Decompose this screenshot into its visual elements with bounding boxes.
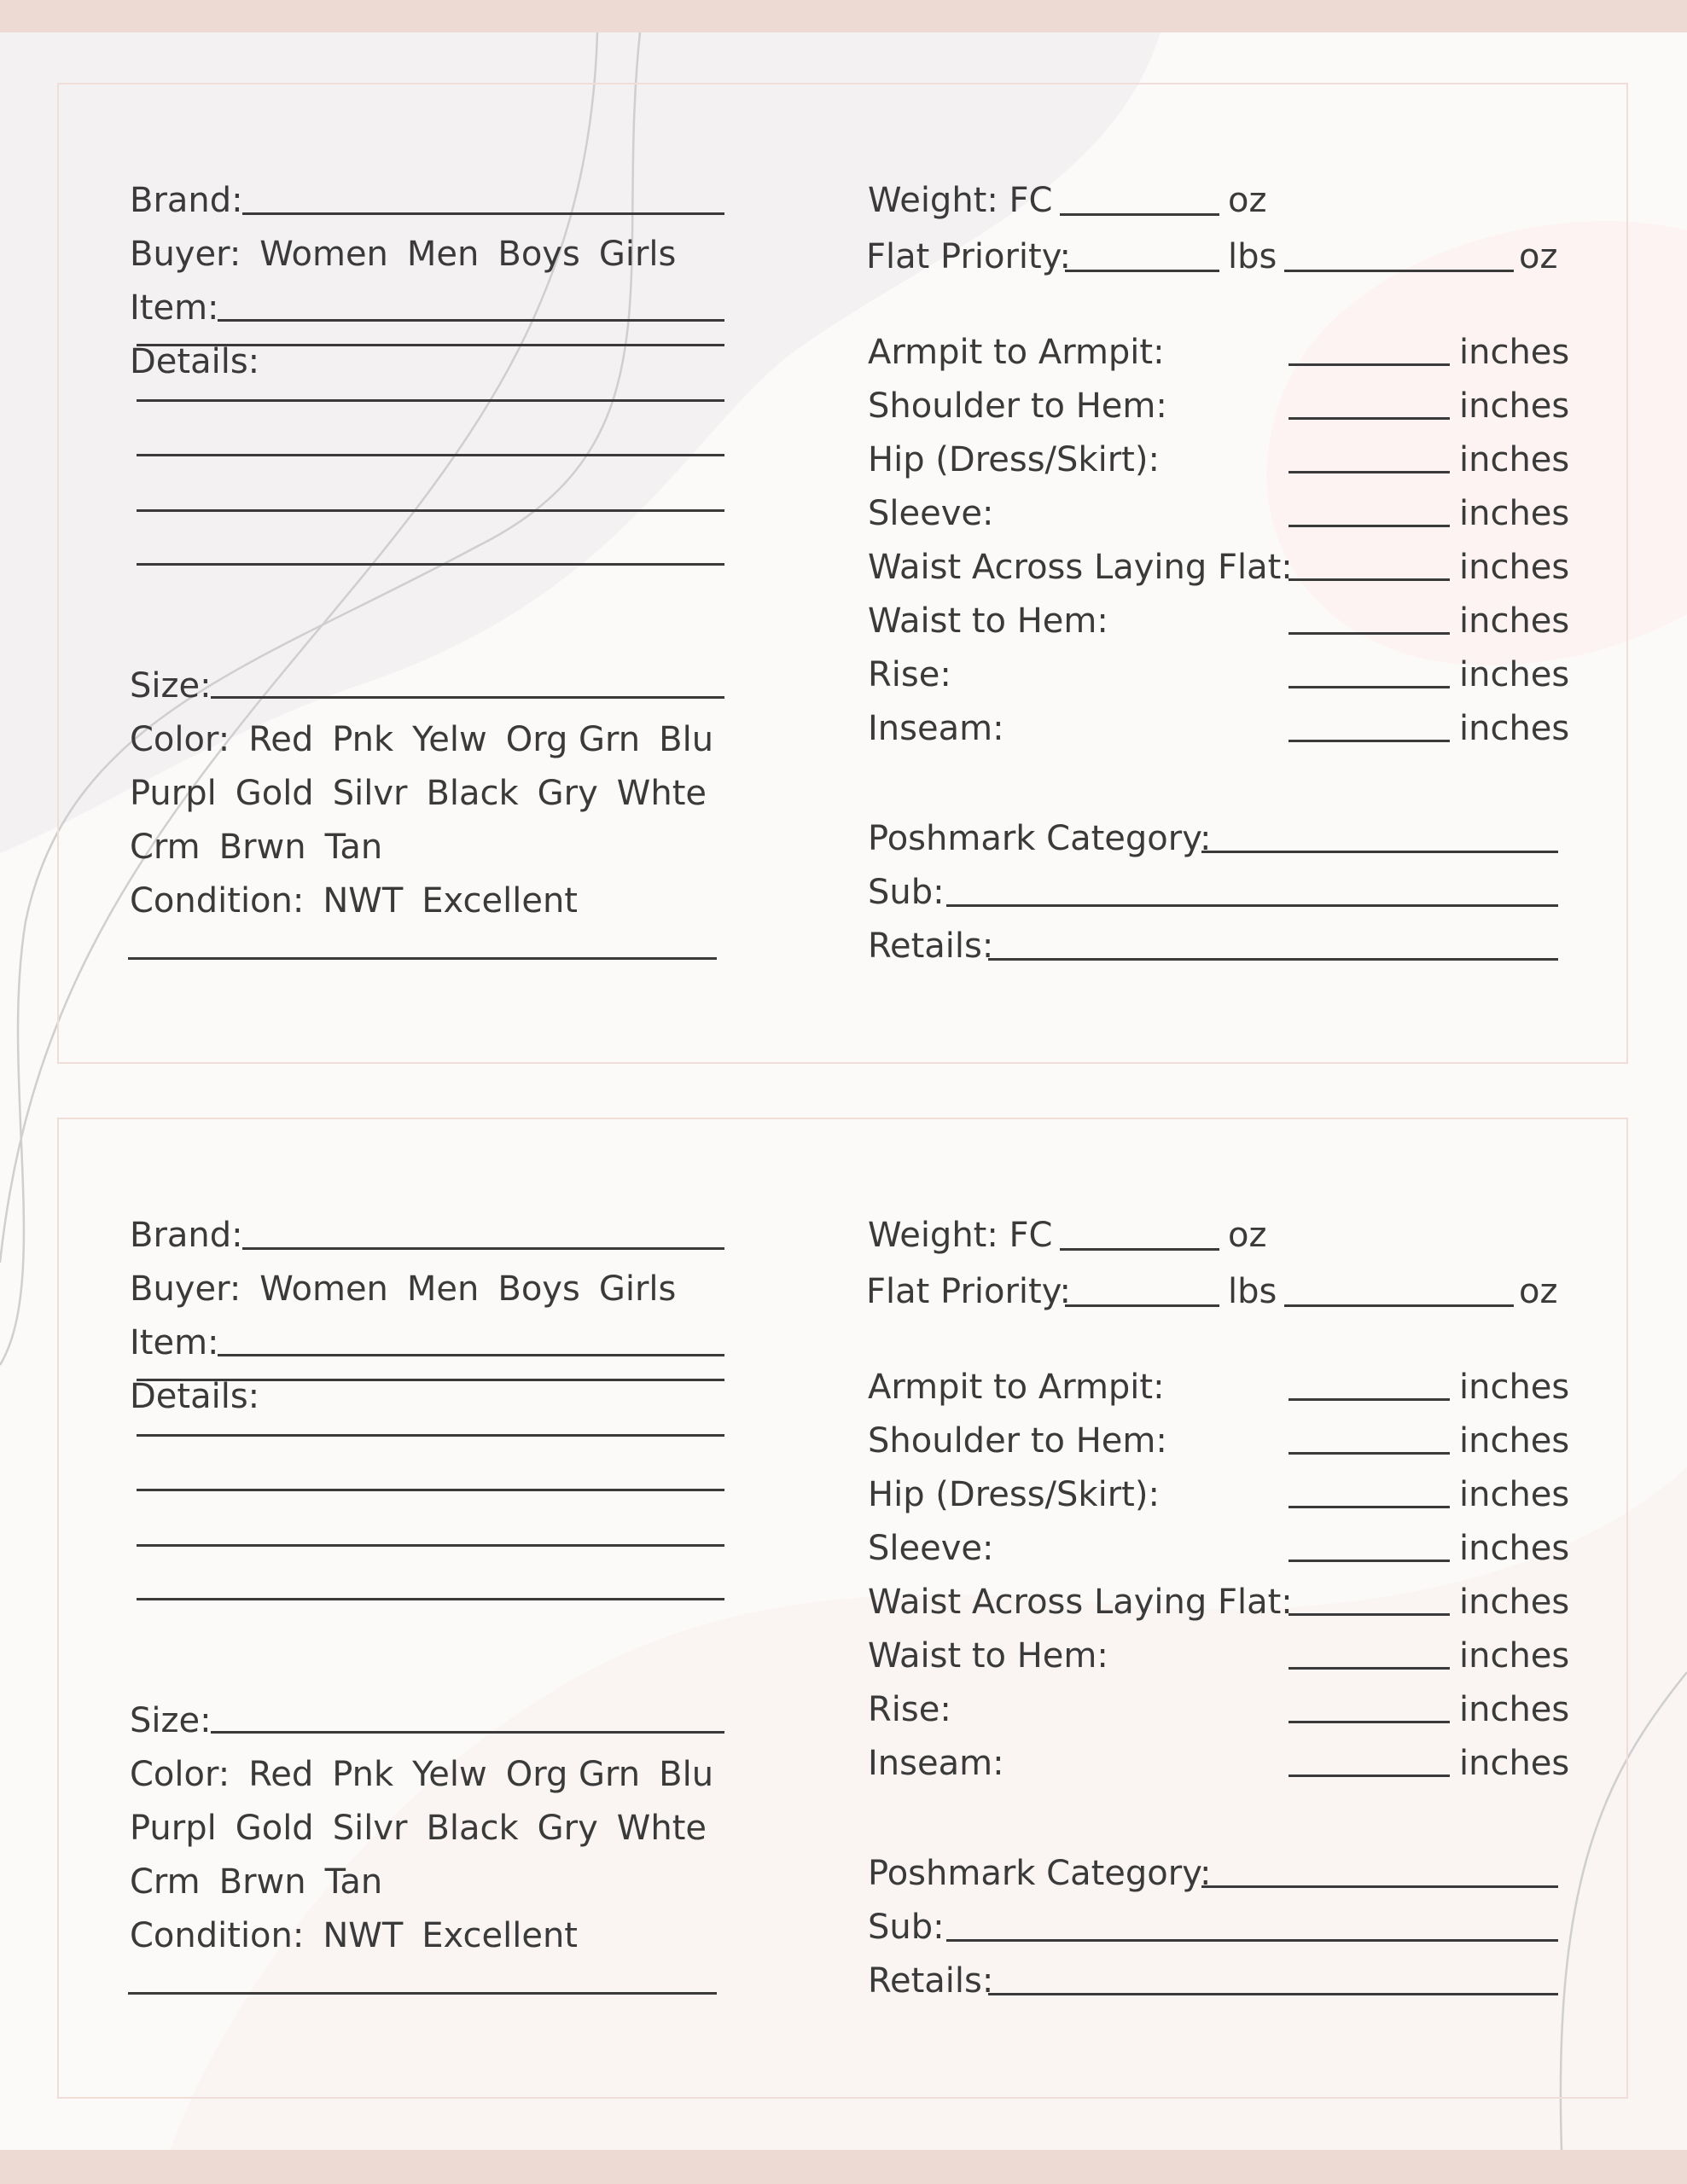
measurement-unit-waist-across-laying-flat: inches bbox=[1459, 548, 1570, 587]
item-label: Item: bbox=[130, 288, 219, 328]
measurement-unit-waist-to-hem: inches bbox=[1459, 601, 1570, 641]
poshmark-category-label: Poshmark Category: bbox=[868, 819, 1212, 858]
color-option-black[interactable]: Black bbox=[426, 1809, 519, 1848]
details-line-2[interactable] bbox=[137, 1434, 724, 1437]
buyer-option-girls[interactable]: Girls bbox=[598, 235, 677, 274]
weight-oz-field[interactable] bbox=[1060, 213, 1219, 216]
measurement-unit-waist-to-hem: inches bbox=[1459, 1636, 1570, 1676]
condition-label: Condition: bbox=[130, 881, 305, 921]
measurement-field-inseam[interactable] bbox=[1289, 1774, 1450, 1777]
weight-label: Weight: FC bbox=[868, 1216, 1053, 1255]
color-option-gry[interactable]: Gry bbox=[537, 774, 598, 813]
color-option-blu[interactable]: Blu bbox=[659, 720, 714, 759]
buyer-label: Buyer: bbox=[130, 235, 241, 274]
measurement-unit-shoulder-to-hem: inches bbox=[1459, 1421, 1570, 1461]
color-option-purpl[interactable]: Purpl bbox=[130, 1809, 217, 1848]
measurement-unit-inseam: inches bbox=[1459, 709, 1570, 748]
measurement-label-waist-to-hem: Waist to Hem: bbox=[868, 1636, 1108, 1676]
measurement-field-sleeve[interactable] bbox=[1289, 1560, 1450, 1562]
measurement-unit-sleeve: inches bbox=[1459, 494, 1570, 533]
measurement-label-rise: Rise: bbox=[868, 655, 951, 694]
measurement-unit-inseam: inches bbox=[1459, 1744, 1570, 1783]
measurement-field-armpit-to-armpit[interactable] bbox=[1289, 1398, 1450, 1401]
measurement-field-waist-to-hem[interactable] bbox=[1289, 632, 1450, 635]
buyer-row bbox=[130, 234, 695, 275]
measurement-unit-hip-dress-skirt: inches bbox=[1459, 440, 1570, 479]
color-option-gry[interactable]: Gry bbox=[537, 1809, 598, 1848]
measurement-label-hip-dress-skirt: Hip (Dress/Skirt): bbox=[868, 440, 1160, 479]
color-option-gold[interactable]: Gold bbox=[235, 774, 314, 813]
color-row-1 bbox=[130, 719, 732, 760]
item-label: Item: bbox=[130, 1323, 219, 1362]
color-row-1 bbox=[130, 1754, 732, 1795]
details-line-5[interactable] bbox=[137, 563, 724, 566]
weight-oz-field[interactable] bbox=[1060, 1248, 1219, 1251]
color-option-yelw[interactable]: Yelw bbox=[412, 1755, 487, 1794]
flat-priority-oz-unit: oz bbox=[1519, 237, 1558, 276]
retails-field[interactable] bbox=[988, 1993, 1558, 1995]
size-field[interactable] bbox=[211, 1731, 724, 1734]
condition-option-excellent[interactable]: Excellent bbox=[422, 1916, 578, 1955]
measurement-field-armpit-to-armpit[interactable] bbox=[1289, 363, 1450, 366]
retails-field[interactable] bbox=[988, 958, 1558, 961]
details-line-4[interactable] bbox=[137, 509, 724, 512]
details-line-3[interactable] bbox=[137, 454, 724, 456]
measurement-label-sleeve: Sleeve: bbox=[868, 1529, 994, 1568]
buyer-row bbox=[130, 1269, 695, 1310]
weight-label: Weight: FC bbox=[868, 181, 1053, 220]
color-option-whte[interactable]: Whte bbox=[616, 1809, 707, 1848]
color-row-3 bbox=[130, 1862, 401, 1902]
measurement-field-rise[interactable] bbox=[1289, 1721, 1450, 1723]
color-option-whte[interactable]: Whte bbox=[616, 774, 707, 813]
details-line-2[interactable] bbox=[137, 399, 724, 402]
measurement-label-sleeve: Sleeve: bbox=[868, 494, 994, 533]
flat-priority-label: Flat Priority: bbox=[866, 1272, 1071, 1311]
details-line-1[interactable] bbox=[137, 1379, 724, 1381]
color-option-silvr[interactable]: Silvr bbox=[332, 1809, 408, 1848]
brand-field[interactable] bbox=[242, 1247, 724, 1250]
measurement-field-shoulder-to-hem[interactable] bbox=[1289, 417, 1450, 420]
measurement-label-waist-across-laying-flat: Waist Across Laying Flat: bbox=[868, 548, 1293, 587]
sub-field[interactable] bbox=[946, 904, 1558, 907]
buyer-option-boys[interactable]: Boys bbox=[497, 235, 580, 274]
buyer-label: Buyer: bbox=[130, 1269, 241, 1309]
color-option-crm[interactable]: Crm bbox=[130, 1862, 201, 1902]
color-option-tan[interactable]: Tan bbox=[324, 1862, 383, 1902]
item-field[interactable] bbox=[218, 319, 724, 322]
color-row-2 bbox=[130, 773, 725, 814]
measurement-field-rise[interactable] bbox=[1289, 686, 1450, 688]
details-label: Details: bbox=[130, 342, 260, 381]
color-option-brwn[interactable]: Brwn bbox=[218, 828, 306, 867]
measurement-unit-sleeve: inches bbox=[1459, 1529, 1570, 1568]
flat-priority-lbs-unit: lbs bbox=[1228, 237, 1277, 276]
condition-option-nwt[interactable]: NWT bbox=[323, 881, 404, 921]
measurement-field-sleeve[interactable] bbox=[1289, 525, 1450, 527]
condition-option-excellent[interactable]: Excellent bbox=[422, 881, 578, 921]
flat-priority-label: Flat Priority: bbox=[866, 237, 1071, 276]
flat-priority-lbs-field[interactable] bbox=[1065, 270, 1219, 272]
condition-field[interactable] bbox=[128, 957, 717, 960]
measurement-label-rise: Rise: bbox=[868, 1690, 951, 1729]
flat-priority-oz-field[interactable] bbox=[1284, 270, 1514, 272]
brand-field[interactable] bbox=[242, 212, 724, 215]
measurement-field-hip-dress-skirt[interactable] bbox=[1289, 1506, 1450, 1508]
measurement-label-waist-across-laying-flat: Waist Across Laying Flat: bbox=[868, 1583, 1293, 1622]
color-option-red[interactable]: Red bbox=[248, 720, 314, 759]
details-line-3[interactable] bbox=[137, 1489, 724, 1491]
sub-label: Sub: bbox=[868, 873, 945, 912]
sub-field[interactable] bbox=[946, 1939, 1558, 1942]
measurement-unit-waist-across-laying-flat: inches bbox=[1459, 1583, 1570, 1622]
condition-field[interactable] bbox=[128, 1992, 717, 1995]
color-option-blu[interactable]: Blu bbox=[659, 1755, 714, 1794]
buyer-option-women[interactable]: Women bbox=[259, 235, 388, 274]
retails-label: Retails: bbox=[868, 926, 994, 966]
color-option-yelw[interactable]: Yelw bbox=[412, 720, 487, 759]
poshmark-category-label: Poshmark Category: bbox=[868, 1854, 1212, 1893]
measurement-label-waist-to-hem: Waist to Hem: bbox=[868, 601, 1108, 641]
measurement-field-inseam[interactable] bbox=[1289, 740, 1450, 742]
measurement-unit-armpit-to-armpit: inches bbox=[1459, 1368, 1570, 1407]
measurement-field-waist-across-laying-flat[interactable] bbox=[1289, 578, 1450, 581]
measurement-label-armpit-to-armpit: Armpit to Armpit: bbox=[868, 333, 1165, 372]
details-line-4[interactable] bbox=[137, 1544, 724, 1547]
condition-row bbox=[130, 1915, 596, 1956]
color-option-black[interactable]: Black bbox=[426, 774, 519, 813]
poshmark-category-field[interactable] bbox=[1201, 851, 1558, 853]
buyer-option-men[interactable]: Men bbox=[406, 1269, 480, 1309]
listing-card-2 bbox=[57, 1118, 1628, 2099]
color-option-brwn[interactable]: Brwn bbox=[218, 1862, 306, 1902]
size-label: Size: bbox=[130, 666, 212, 706]
brand-label: Brand: bbox=[130, 181, 243, 220]
flat-priority-lbs-field[interactable] bbox=[1065, 1304, 1219, 1307]
color-option-crm[interactable]: Crm bbox=[130, 828, 201, 867]
buyer-option-girls[interactable]: Girls bbox=[598, 1269, 677, 1309]
condition-row bbox=[130, 880, 596, 921]
measurement-label-inseam: Inseam: bbox=[868, 709, 1004, 748]
flat-priority-oz-unit: oz bbox=[1519, 1272, 1558, 1311]
item-field[interactable] bbox=[218, 1354, 724, 1356]
weight-oz-unit: oz bbox=[1228, 1216, 1267, 1255]
sub-label: Sub: bbox=[868, 1908, 945, 1947]
color-row-2 bbox=[130, 1808, 725, 1849]
measurement-label-armpit-to-armpit: Armpit to Armpit: bbox=[868, 1368, 1165, 1407]
measurement-field-shoulder-to-hem[interactable] bbox=[1289, 1452, 1450, 1455]
color-option-purpl[interactable]: Purpl bbox=[130, 774, 217, 813]
measurement-label-inseam: Inseam: bbox=[868, 1744, 1004, 1783]
measurement-unit-rise: inches bbox=[1459, 655, 1570, 694]
measurement-label-hip-dress-skirt: Hip (Dress/Skirt): bbox=[868, 1475, 1160, 1514]
size-field[interactable] bbox=[211, 696, 724, 699]
color-label: Color: bbox=[130, 720, 230, 759]
color-option-org-grn[interactable]: Org Grn bbox=[505, 1755, 641, 1794]
measurement-field-waist-across-laying-flat[interactable] bbox=[1289, 1613, 1450, 1616]
measurement-unit-shoulder-to-hem: inches bbox=[1459, 386, 1570, 426]
brand-label: Brand: bbox=[130, 1216, 243, 1255]
condition-label: Condition: bbox=[130, 1916, 305, 1955]
color-option-tan[interactable]: Tan bbox=[324, 828, 383, 867]
details-line-5[interactable] bbox=[137, 1598, 724, 1600]
measurement-unit-hip-dress-skirt: inches bbox=[1459, 1475, 1570, 1514]
color-option-gold[interactable]: Gold bbox=[235, 1809, 314, 1848]
size-label: Size: bbox=[130, 1701, 212, 1740]
color-row-3 bbox=[130, 827, 401, 868]
poshmark-category-field[interactable] bbox=[1201, 1885, 1558, 1888]
color-option-red[interactable]: Red bbox=[248, 1755, 314, 1794]
color-option-pnk[interactable]: Pnk bbox=[332, 720, 394, 759]
retails-label: Retails: bbox=[868, 1961, 994, 2001]
color-label: Color: bbox=[130, 1755, 230, 1794]
buyer-option-boys[interactable]: Boys bbox=[497, 1269, 580, 1309]
color-option-org-grn[interactable]: Org Grn bbox=[505, 720, 641, 759]
listing-card-1 bbox=[57, 83, 1628, 1064]
measurement-field-waist-to-hem[interactable] bbox=[1289, 1667, 1450, 1670]
details-line-1[interactable] bbox=[137, 344, 724, 346]
measurement-label-shoulder-to-hem: Shoulder to Hem: bbox=[868, 386, 1167, 426]
measurement-field-hip-dress-skirt[interactable] bbox=[1289, 471, 1450, 473]
buyer-option-women[interactable]: Women bbox=[259, 1269, 388, 1309]
color-option-silvr[interactable]: Silvr bbox=[332, 774, 408, 813]
details-label: Details: bbox=[130, 1377, 260, 1416]
measurement-label-shoulder-to-hem: Shoulder to Hem: bbox=[868, 1421, 1167, 1461]
color-option-pnk[interactable]: Pnk bbox=[332, 1755, 394, 1794]
condition-option-nwt[interactable]: NWT bbox=[323, 1916, 404, 1955]
flat-priority-oz-field[interactable] bbox=[1284, 1304, 1514, 1307]
buyer-option-men[interactable]: Men bbox=[406, 235, 480, 274]
weight-oz-unit: oz bbox=[1228, 181, 1267, 220]
flat-priority-lbs-unit: lbs bbox=[1228, 1272, 1277, 1311]
measurement-unit-rise: inches bbox=[1459, 1690, 1570, 1729]
measurement-unit-armpit-to-armpit: inches bbox=[1459, 333, 1570, 372]
